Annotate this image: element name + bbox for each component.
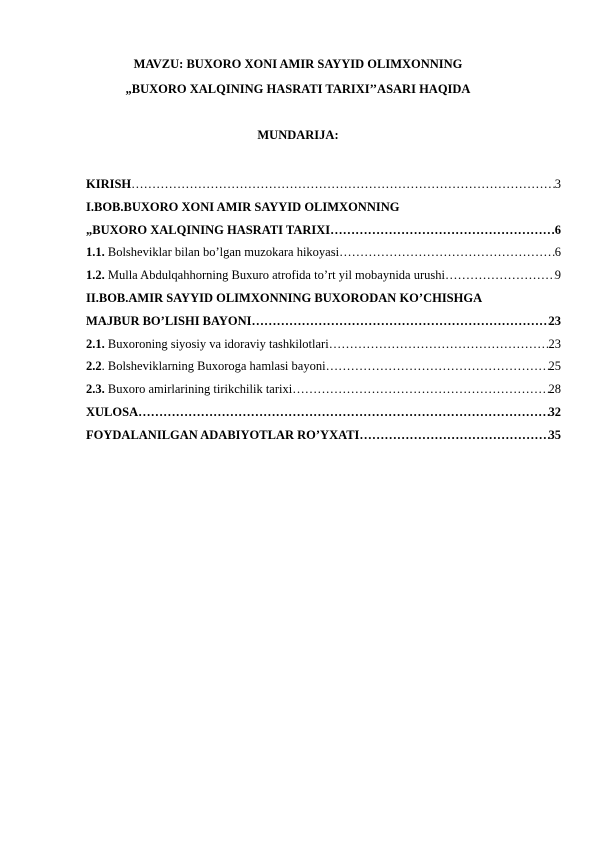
toc-entry-label: I.BOB.BUXORO XONI AMIR SAYYID OLIMXONNING <box>86 199 400 214</box>
toc-page-number: 23 <box>548 336 561 351</box>
toc-entry-label <box>86 382 292 397</box>
toc-entry-chapter1-heading <box>86 200 561 223</box>
toc-page-number: 6 <box>554 222 561 237</box>
section-title: Buxoroning siyosiy va idoraviy tashkilotlari <box>104 336 329 351</box>
toc-entry-label: FOYDALANILGAN ADABIYOTLAR RO’YXATI <box>86 427 360 442</box>
topic-title-line-1: MAVZU: BUXORO XONI AMIR SAYYID OLIMXONNING <box>133 57 463 71</box>
topic-title-line-2: „BUXORO XALQINING HASRATI TARIXI’’ASARI HAQIDA <box>125 82 471 96</box>
toc-page-number: 28 <box>548 382 561 397</box>
contents-heading: MUNDARIJA: <box>257 128 339 142</box>
toc-entry-label <box>86 268 445 283</box>
toc-page-number: 9 <box>554 268 561 283</box>
toc-entry-kirish <box>86 177 561 200</box>
toc-page-number: 3 <box>554 177 561 191</box>
toc-leader-dots <box>252 314 549 329</box>
toc-entry-1-1 <box>86 245 561 268</box>
toc-entry-1-2 <box>86 268 561 291</box>
section-title: Mulla Abdulqahhorning Buxuro atrofida to’rt yil mobaynida urushi <box>104 268 445 283</box>
toc-entry-label: „BUXORO XALQINING HASRATI TARIXI <box>86 222 331 237</box>
section-number: 2.2 <box>86 359 102 374</box>
section-number: 2.1. <box>86 336 105 351</box>
toc-entry-2-1 <box>86 337 561 360</box>
section-title: Bolsheviklar bilan bo’lgan muzokara hikoyasi <box>104 245 340 260</box>
section-number: 1.1. <box>86 245 105 260</box>
toc-page-number: 35 <box>548 427 561 442</box>
toc-page-number: 32 <box>548 404 561 419</box>
toc-entry-xulosa <box>86 405 561 428</box>
section-title: Buxoro amirlarining tirikchilik tarixi <box>104 382 293 397</box>
toc-leader-dots <box>292 382 548 397</box>
toc-leader-dots <box>326 359 549 374</box>
toc-leader-dots <box>339 245 555 260</box>
toc-entry-label: XULOSA <box>86 404 139 419</box>
toc-leader-dots <box>445 268 555 283</box>
toc-entry-chapter2-heading <box>86 291 561 314</box>
toc-page-number: 23 <box>548 313 561 328</box>
toc-entry-2-2 <box>86 359 561 382</box>
toc-page-number: 25 <box>548 359 561 374</box>
toc-leader-dots <box>359 428 548 443</box>
toc-entry-label <box>86 337 329 352</box>
toc-entry-chapter2 <box>86 314 561 337</box>
toc-page-number: 6 <box>554 245 561 260</box>
toc-leader-dots <box>330 223 555 238</box>
toc-entry-2-3 <box>86 382 561 405</box>
section-number: 2.3. <box>86 382 105 397</box>
section-number: 1.2. <box>86 268 105 283</box>
toc-entry-label: II.BOB.AMIR SAYYID OLIMXONNING BUXORODAN KO’CHISHGA <box>86 290 483 305</box>
section-title: . Bolsheviklarning Buxoroga hamlasi bayoni <box>101 359 326 374</box>
toc-entry-label <box>86 359 326 374</box>
toc-entry-label <box>86 245 339 260</box>
toc-entry-label: MAJBUR BO’LISHI BAYONI <box>86 313 252 328</box>
toc-leader-dots <box>329 337 549 352</box>
toc-leader-dots <box>138 405 548 420</box>
table-of-contents <box>86 177 561 451</box>
toc-leader-dots <box>131 177 555 192</box>
toc-entry-chapter1 <box>86 223 561 246</box>
toc-entry-label: KIRISH <box>86 177 132 191</box>
toc-entry-bibliography <box>86 428 561 451</box>
